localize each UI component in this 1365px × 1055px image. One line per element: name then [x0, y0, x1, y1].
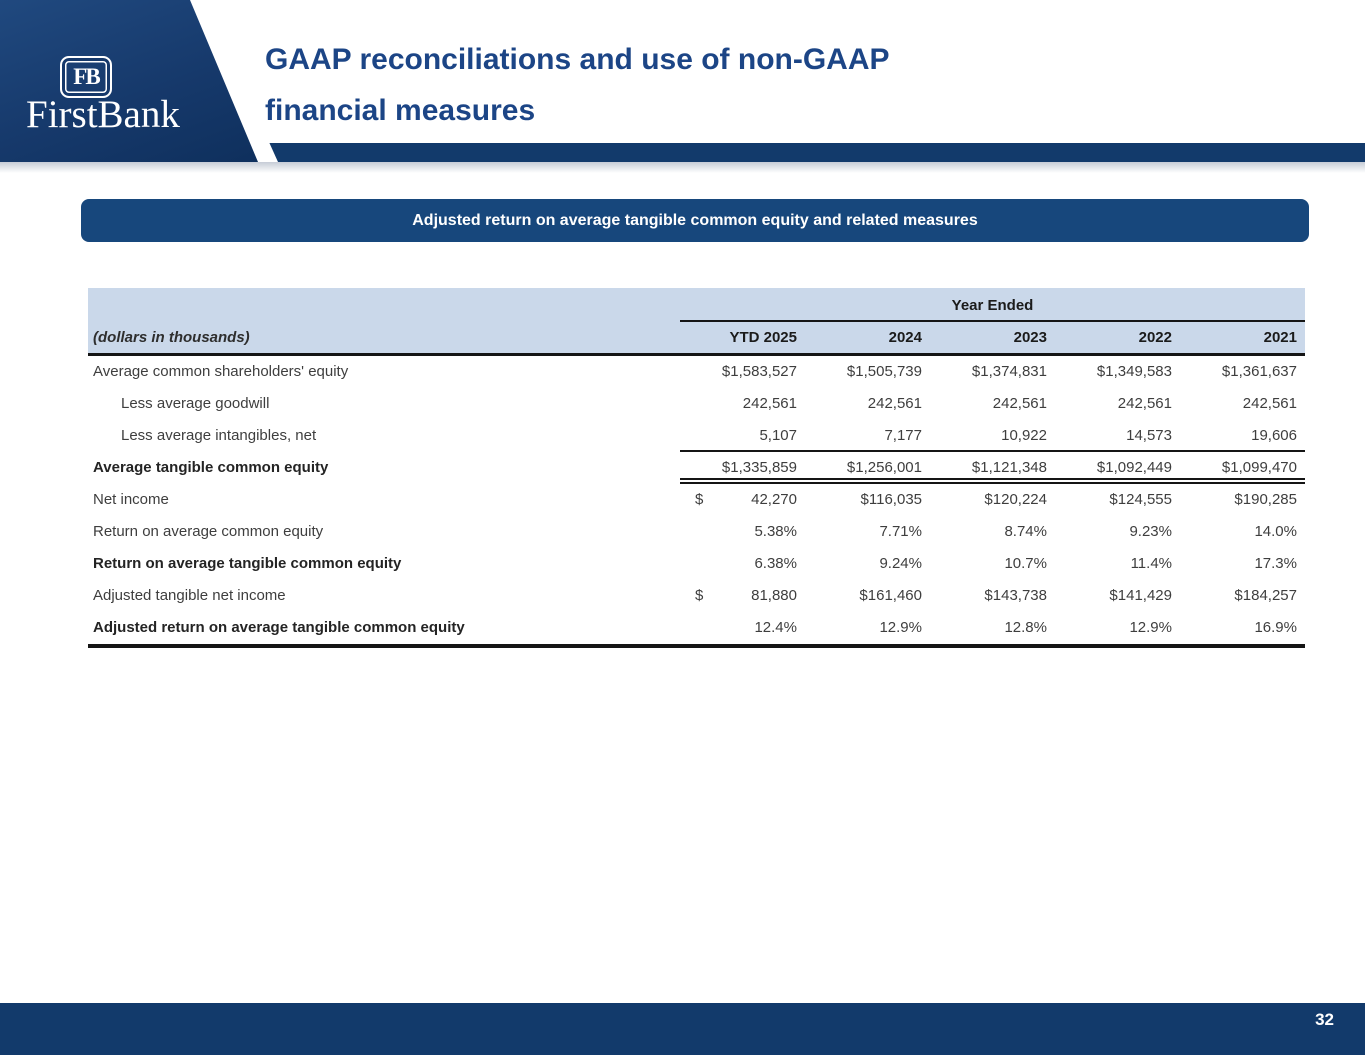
- row-value: $124,555: [1109, 491, 1172, 508]
- row-value: $190,285: [1234, 491, 1297, 508]
- row-value: $141,429: [1109, 587, 1172, 604]
- amount: 42,270: [751, 491, 797, 508]
- logo-wordmark: FirstBank: [26, 93, 180, 136]
- row-value: $143,738: [984, 587, 1047, 604]
- row-value: $1,505,739: [846, 363, 922, 380]
- row-value: 5,107: [680, 420, 805, 452]
- currency-symbol: $: [695, 587, 704, 604]
- column-header-ytd-2025: YTD 2025: [729, 329, 797, 346]
- row-value: $1,256,001: [805, 452, 930, 484]
- section-banner-label: Adjusted return on average tangible common equity and related measures: [412, 211, 978, 229]
- row-label: Adjusted return on average tangible common equity: [93, 619, 465, 636]
- row-value: 10.7%: [1004, 555, 1047, 572]
- row-value: 11.4%: [1130, 555, 1172, 572]
- row-value: 12.4%: [754, 619, 797, 636]
- row-value: 12.9%: [1129, 619, 1172, 636]
- row-value: 19,606: [1180, 420, 1305, 452]
- row-label: Less average intangibles, net: [121, 427, 317, 444]
- table-body: [88, 356, 1305, 648]
- section-banner: [81, 199, 1309, 242]
- year-ended-row: [88, 292, 1305, 322]
- row-value: 242,561: [867, 395, 922, 412]
- table-row: [88, 388, 1305, 420]
- table-row: [88, 420, 1305, 452]
- row-value: 12.9%: [879, 619, 922, 636]
- row-value: 7,177: [805, 420, 930, 452]
- column-header-2023: 2023: [1013, 329, 1047, 346]
- row-value: $161,460: [859, 587, 922, 604]
- row-value: 5.38%: [754, 523, 797, 540]
- row-label: Return on average common equity: [93, 523, 324, 540]
- header-shadow: [0, 162, 1365, 173]
- row-value: $1,349,583: [1096, 363, 1172, 380]
- row-value: $1,361,637: [1221, 363, 1297, 380]
- row-value: $1,335,859: [680, 452, 805, 484]
- slide-header: [0, 0, 1365, 172]
- currency-symbol: $: [695, 491, 704, 508]
- row-value: 17.3%: [1254, 555, 1297, 572]
- column-header-row: [88, 322, 1305, 353]
- row-value: 16.9%: [1254, 619, 1297, 636]
- table-row: [88, 612, 1305, 644]
- row-value: $1,099,470: [1180, 452, 1305, 484]
- amount: 81,880: [751, 587, 797, 604]
- row-value: 8.74%: [1004, 523, 1047, 540]
- year-ended-spacer: [88, 292, 680, 322]
- row-value: 6.38%: [754, 555, 797, 572]
- row-value: 242,561: [742, 395, 797, 412]
- page-number: 32: [1315, 1010, 1334, 1029]
- row-value: $1,374,831: [971, 363, 1047, 380]
- row-label: Average tangible common equity: [93, 459, 329, 476]
- row-value: $116,035: [860, 491, 922, 508]
- table-row: [88, 484, 1305, 516]
- year-ended-header: Year Ended: [680, 292, 1305, 322]
- unit-note: (dollars in thousands): [93, 329, 250, 346]
- row-value: [680, 484, 805, 516]
- row-label: Net income: [93, 491, 169, 508]
- row-value: $184,257: [1234, 587, 1297, 604]
- row-value: 10,922: [930, 420, 1055, 452]
- row-value: 12.8%: [1004, 619, 1047, 636]
- row-value: $1,092,449: [1055, 452, 1180, 484]
- row-label: Less average goodwill: [121, 395, 270, 412]
- row-value: $1,583,527: [721, 363, 797, 380]
- slide-footer: [0, 1003, 1365, 1055]
- financial-table: [88, 288, 1305, 648]
- row-value: 242,561: [1242, 395, 1297, 412]
- column-header-2021: 2021: [1263, 329, 1297, 346]
- row-value: 242,561: [1117, 395, 1172, 412]
- table-row: [88, 580, 1305, 612]
- firstbank-logo: [0, 0, 240, 162]
- column-header-2022: 2022: [1138, 329, 1172, 346]
- table-row: [88, 356, 1305, 388]
- slide-title-line1: GAAP reconciliations and use of non-GAAP: [265, 43, 890, 76]
- table-header: [88, 288, 1305, 356]
- table-row: [88, 548, 1305, 580]
- row-label: Adjusted tangible net income: [93, 587, 286, 604]
- row-value: 9.24%: [879, 555, 922, 572]
- table-row: [88, 516, 1305, 548]
- row-value: 7.71%: [879, 523, 922, 540]
- row-value: [680, 580, 805, 612]
- row-value: 9.23%: [1129, 523, 1172, 540]
- row-value: 14.0%: [1254, 523, 1297, 540]
- row-value: 14,573: [1055, 420, 1180, 452]
- table-row: [88, 452, 1305, 484]
- column-header-2024: 2024: [888, 329, 922, 346]
- slide-title: [265, 34, 890, 136]
- row-value: 242,561: [992, 395, 1047, 412]
- slide-title-line2: financial measures: [265, 94, 536, 127]
- row-label: Return on average tangible common equity: [93, 555, 402, 572]
- row-value: $120,224: [984, 491, 1047, 508]
- fb-monogram-text: FB: [73, 64, 99, 89]
- row-label: Average common shareholders' equity: [93, 363, 349, 380]
- row-value: $1,121,348: [930, 452, 1055, 484]
